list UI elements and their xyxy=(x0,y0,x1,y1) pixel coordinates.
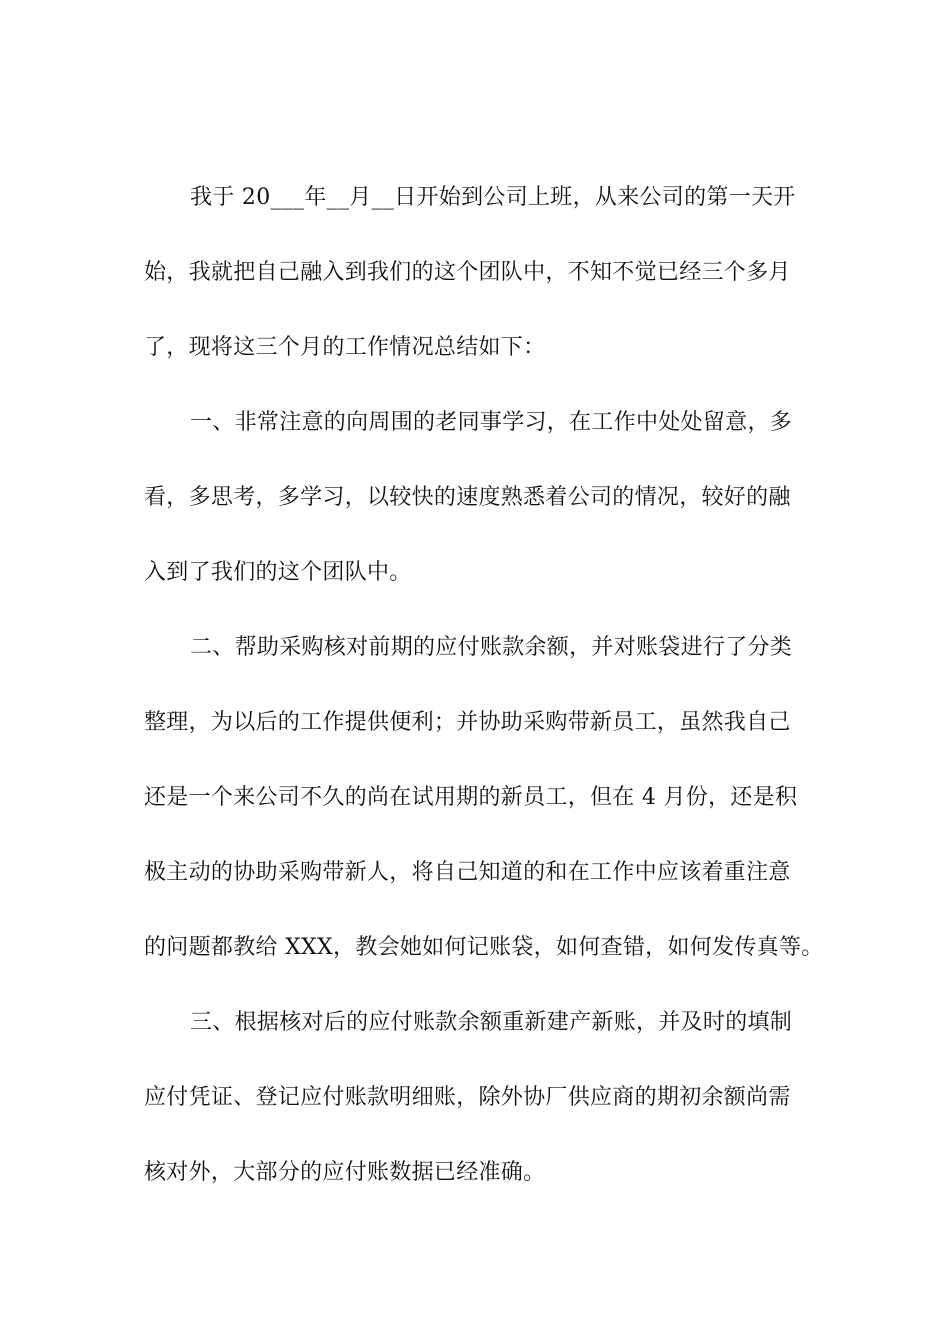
paragraph-one-line-3: 入到了我们的这个团队中。 xyxy=(144,560,412,585)
paragraph-one-line-2: 看，多思考，多学习，以较快的速度熟悉着公司的情况，较好的融 xyxy=(144,485,791,510)
paragraph-three-line-3: 核对外，大部分的应付账数据已经准确。 xyxy=(144,1160,546,1185)
paragraph-two-line-5: 的问题都教给 XXX，教会她如何记账袋，如何查错，如何发传真等。 xyxy=(144,935,824,960)
paragraph-three-line-2: 应付凭证、登记应付账款明细账，除外协厂供应商的期初余额尚需 xyxy=(144,1085,791,1110)
paragraph-intro-line-2: 始，我就把自己融入到我们的这个团队中，不知不觉已经三个多月 xyxy=(144,260,791,285)
paragraph-three-line-1: 三、根据核对后的应付账款余额重新建产新账，并及时的填制 xyxy=(190,1010,793,1035)
paragraph-intro-line-1: 我于 20___年__月__日开始到公司上班，从来公司的第一天开 xyxy=(190,185,796,210)
paragraph-two-line-3: 还是一个来公司不久的尚在试用期的新员工，但在 4 月份，还是积 xyxy=(144,785,798,810)
paragraph-one-line-1: 一、非常注意的向周围的老同事学习，在工作中处处留意，多 xyxy=(190,410,793,435)
paragraph-intro-line-3: 了，现将这三个月的工作情况总结如下： xyxy=(144,335,546,360)
paragraph-two-line-1: 二、帮助采购核对前期的应付账款余额，并对账袋进行了分类 xyxy=(190,635,793,660)
paragraph-two-line-4: 极主动的协助采购带新人，将自己知道的和在工作中应该着重注意 xyxy=(144,860,791,885)
paragraph-two-line-2: 整理，为以后的工作提供便利；并协助采购带新员工，虽然我自己 xyxy=(144,710,791,735)
